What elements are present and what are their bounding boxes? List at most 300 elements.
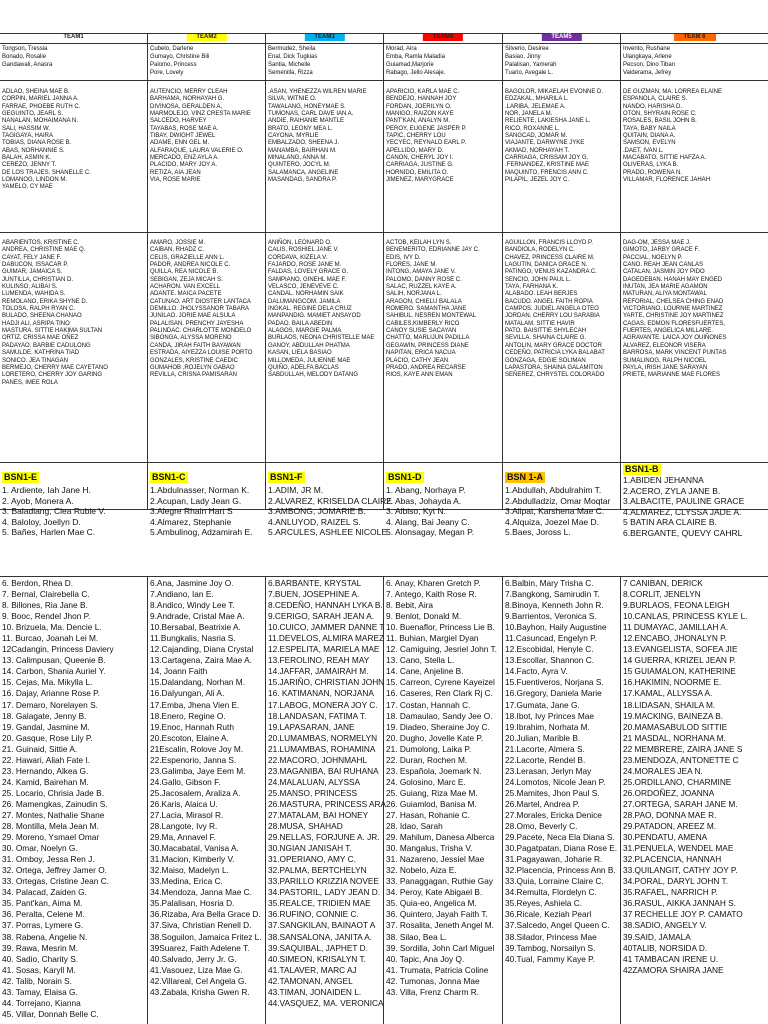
list-line: 31.PENUELA, WENDEL MAE <box>623 843 734 854</box>
list-line: SILVA, WITNIE O. <box>268 96 317 103</box>
list-line: 17. Costan, Hannah C. <box>386 699 471 710</box>
list-line: 20.Escoton, Elaine A. <box>150 732 229 743</box>
list-line: GONZALES, KRISTINE CAEDIC <box>150 357 239 364</box>
list-line: 17.KAMAL, ALLYSSA A. <box>623 688 713 699</box>
list-line: 10.Bayhon, Haily Augustine <box>505 622 607 633</box>
list-line: CORDAVA, KIZELA V. <box>268 254 328 261</box>
list-line: Pore, Lovely <box>150 70 184 76</box>
continuation-column-6 <box>620 577 768 1024</box>
list-line: SANGCAD, JOMAR M. <box>505 133 568 140</box>
list-line: CAIBAN, RHADZ C. <box>150 247 205 254</box>
list-line: 41. Trumata, Patricia Coline <box>386 964 489 975</box>
list-line: 22.MACORO, JOHNMAHL <box>268 754 368 765</box>
list-line: Invento, Rushane <box>623 46 671 52</box>
continuation-column-1 <box>0 577 147 1024</box>
list-line: 31.OPERIANO, AMY C. <box>268 854 356 865</box>
list-line: ESTRADA, AIYEZZA LOUISE PORTO <box>150 350 253 357</box>
list-line: PADOR, ANDREA NICOLE C. <box>150 262 231 269</box>
list-line: 44.VASQUEZ, MA. VERONICA <box>268 997 384 1008</box>
list-line: 15 GUIAMALON, KATHERINE <box>623 666 736 677</box>
list-line: 22. Hawari, Aliah Fate I. <box>2 754 91 765</box>
list-line: 30.Pagatpatan, Diana Rose E. <box>505 843 618 854</box>
list-line: SAMULDE. KATHRINA TIAD <box>2 350 80 357</box>
list-line: 43.TIMAN, JONAIDEN L. <box>268 986 362 997</box>
list-line: BRATO, LEONY MEA L. <box>268 125 333 132</box>
list-line: YECYEC, REYNALD EARL P. <box>386 140 467 147</box>
list-line: EMBALZADO, SHEENA J. <box>268 140 340 147</box>
team-members <box>386 45 500 77</box>
list-line: OLIVERAS, LYKA B. <box>623 162 679 169</box>
list-line: 13. Calimpusan, Queenie B. <box>2 655 106 666</box>
list-line: 21. Guinaid, Sittie A. <box>2 743 78 754</box>
list-line: 26. Mamengkas, Zainudin S. <box>2 798 108 809</box>
list-line: 18. Galagate, Jenny B. <box>2 710 87 721</box>
list-line: 18.LIDASAN, SHAILA M. <box>623 699 716 710</box>
list-line: LAPASTORA, SHAINA GALAMITON <box>505 364 603 371</box>
team-header: TEAM1 <box>53 34 93 41</box>
list-line: 25. Guiang, Riza Mae M. <box>386 787 478 798</box>
list-line: 28. Montilla, Mela Jean M. <box>2 821 99 832</box>
list-line: TIBAY, DWIGHT JEWEL <box>150 133 216 140</box>
list-line: 5. Alonsagay, Megan P. <box>386 527 475 537</box>
team-members <box>2 45 145 69</box>
list-line: 5.Ambulinog, Adzamirah E. <box>150 527 253 537</box>
list-line: ADANTE. MAICA PACETE <box>150 291 222 298</box>
list-line: GONZAGA, EDGIE SOLIMAN <box>505 357 586 364</box>
list-line: ALAGOS, MARGIE PALMA <box>268 328 342 335</box>
list-line: 29.NELLAS, FORJUNE A. JR. <box>268 832 380 843</box>
list-line: 24.MALALUAN, ALYSSA <box>268 776 361 787</box>
list-line: 4.Almarez, Stephanie <box>150 516 232 527</box>
list-line: CELIS, GRAZIELLE ANN L. <box>150 254 225 261</box>
list-line: 12.ESPELITA, MARIELA MAE <box>268 644 380 655</box>
list-line: TOBIAS, DIANA ROSE B. <box>2 140 72 147</box>
list-line: YARTE, CHRISTINE JOY MARTINEZ <box>623 313 724 320</box>
list-line: 8.Binoya, Kenneth John R. <box>505 600 604 611</box>
list-line: 12.Escobidal, Henyle C. <box>505 644 594 655</box>
section-list <box>386 485 500 538</box>
list-line: .DAET, IVAN L. <box>623 147 664 154</box>
list-line: 9.Barrientos, Veronica S. <box>505 611 597 622</box>
list-line: 24.MORALES JEA N. <box>623 765 703 776</box>
team-header: TEAM5 <box>541 34 581 41</box>
list-line: 39. Sordilla, John Carl Miguel <box>386 942 495 953</box>
list-line: 22. Duran, Rochen M. <box>386 754 468 765</box>
list-line: 33. Panaggagan, Ruthie Gay <box>386 876 494 887</box>
list-line: 22 MEMBRERE, ZAIRA JANE S <box>623 743 743 754</box>
student-group-c <box>623 240 766 380</box>
list-line: 7.Andiano, Ian E. <box>150 589 214 600</box>
list-line: TAPIC, CHERRY LOU <box>386 133 446 140</box>
list-line: MINALANG, ANNA M. <box>268 155 328 162</box>
list-line: 37. Porras, Lymere G. <box>2 920 84 931</box>
list-line: MERCADO, ENZ AYLA A. <box>150 155 219 162</box>
team-assignment-table <box>0 33 768 538</box>
list-line: 6. Berdon, Rhea D. <box>2 578 74 588</box>
list-line: INGKAL. REGINE DELA CRUZ <box>268 306 352 313</box>
team-column-6 <box>620 34 768 538</box>
list-line: 25.Mamites, Jhon Paul S. <box>505 787 600 798</box>
list-line: 42.Villareal, Cel Angela G. <box>150 975 247 986</box>
list-line: 31.Macion, Kimberly V. <box>150 854 235 865</box>
team-header: TEAM2 <box>186 34 226 41</box>
list-line: 37.SANGKILAN, BAINAOT A <box>268 920 376 931</box>
list-line: SALI, HASSIM W. <box>2 125 51 132</box>
list-line: 33. Ortegas, Cristine Jean C. <box>2 876 109 887</box>
list-line: 29.Pacete, Neca Ela Diana S. <box>505 832 615 843</box>
list-line: 44. Torrejano, Kianna <box>2 997 81 1008</box>
list-line: SALAMANCA, ANGELINE <box>268 169 339 176</box>
list-line: TAGIGAYA, HAIRA <box>2 133 54 140</box>
list-line: FAJARDO, ROSE JANE M. <box>268 262 342 269</box>
list-line: 21. Dumolong, Laika P. <box>386 743 472 754</box>
list-line: 8.CORLIT, JENELYN <box>623 589 701 600</box>
list-line: 39.SAQUIBAL, JAPHET D. <box>268 942 368 953</box>
list-line: 21.Lacorte, Almera S. <box>505 743 585 754</box>
list-line: 40TALIB, NORSIDA D. <box>623 942 708 953</box>
list-line: 9.CERIGO, SARAH JEAN A. <box>268 611 375 622</box>
list-line: 18.Ibot, Ivy Princes Mae <box>505 710 595 721</box>
student-group-c <box>386 240 500 380</box>
list-line: 2.Abdulladziz, Omar Moqtar <box>505 495 611 506</box>
list-line: 39. Rawa, Mesrin M. <box>2 942 79 953</box>
section-label: BSN1-D <box>388 472 422 482</box>
list-line: Valderama, Jefrey <box>623 70 672 76</box>
list-line: ABARIENTOS, KRISTINE C. <box>2 240 80 246</box>
list-line: DE GUZMAN, MA. LORREA ELAINE <box>623 89 723 95</box>
list-line: .LARIBA, JELEMAE A. <box>505 103 566 110</box>
list-line: PLACIO, CATHY JEAN <box>386 357 449 364</box>
list-line: 5.ARCULES, ASHLEE NICOLE <box>268 527 388 537</box>
list-line: 15.Fuentiveros, Norjana S. <box>505 677 604 688</box>
list-line: 27.ORTEGA, SARAH JANE M. <box>623 798 738 809</box>
list-line: BALAH, ASMIN K. <box>2 155 52 162</box>
list-line: LORETERO, CHERRY JOY GARING <box>2 372 103 379</box>
list-line: SEÑEREZ, CHRYSTEL COLORADO <box>505 372 605 379</box>
list-line: 24. Golosino, Marc E. <box>386 776 466 787</box>
list-line: 18.LANDASAN, FATIMA T. <box>268 710 367 721</box>
continuation-column-3 <box>265 577 387 1024</box>
list-line: 25.MANSO, PRINCESS <box>268 787 357 798</box>
list-line: 10.Bersabal, Beatrixie A. <box>150 622 241 633</box>
list-line: BAGOLOR, MIKAELAH EVONNE D. <box>505 89 604 95</box>
list-line: 25.Jacosalem, Araliza A. <box>150 787 241 798</box>
list-line: BERMEJO, CHERRY MAE CAYETANO <box>2 364 108 371</box>
list-line: 35.Palalisan, Hosria D. <box>150 898 235 909</box>
list-line: MANIGO, RAIZON KAYE <box>386 111 454 118</box>
list-line: 16. KATIMANAN, NORJANA <box>268 688 374 699</box>
section-list <box>268 485 392 538</box>
list-line: 16. Caseres, Ren Clark Rj C. <box>386 688 493 699</box>
team-header: TEAM4 <box>423 34 463 41</box>
list-line: 41.TALAVER, MARC AJ <box>268 964 357 975</box>
list-line: 2.Acupan, Lady Jean G. <box>150 495 242 506</box>
student-group-a <box>2 89 145 192</box>
list-line: 4.ANLUYOD, RAIZEL S. <box>268 516 361 527</box>
list-line: INUTAN, JEA MARIE AGAMON <box>623 284 708 291</box>
list-line: 35.Reyes, Ashiela C. <box>505 898 583 909</box>
list-line: 34. Peroy, Kate Abigael B. <box>386 887 483 898</box>
list-line: DALUMANGCOM. JAMILA <box>268 298 341 305</box>
list-line: 41. Sosas, Karyll M. <box>2 964 76 975</box>
list-line: CANDA, JIRAH FAITH BAYAWAN <box>150 342 241 349</box>
list-line: 23.Lerasan, Jerlyn May <box>505 765 592 776</box>
list-line: 3.Alegre Rhain Hart S <box>150 506 233 516</box>
list-line: PACCIAL, NOELYN P. <box>623 254 683 261</box>
list-line: 23. Española, Joemark N. <box>386 765 482 776</box>
list-line: MASANDAG, SANDRA P. <box>268 177 337 184</box>
list-line: 31. Nazareno, Jessiel Mae <box>386 854 485 865</box>
list-line: CAYONA, MYRLIE <box>268 133 319 140</box>
list-line: NANDO, HARISHA D. <box>623 103 683 110</box>
list-line: DABUCON, ISSACAR P. <box>2 262 69 269</box>
list-line: 40.SIMEON, KRISALYN T. <box>268 953 366 964</box>
list-line: 34.PASTORIL, LADY JEAN D. <box>268 887 381 898</box>
list-line: SAMPIANO, GINEHL MAE F. <box>268 276 347 283</box>
list-line: 10.CUICO, JAMMER DANNE T <box>268 622 385 633</box>
list-line: LUMENDA, WAHIDA S. <box>2 291 66 298</box>
list-line: VICTORIANO, LOURNIE MARTINEZ <box>623 306 723 313</box>
list-line: MACABATO, SITTIE HAFZA A. <box>623 155 707 162</box>
list-line: PRIETE, MARIANNE MAE FLORES <box>623 372 721 379</box>
list-line: 24.Gallo, Gibson F. <box>150 776 221 787</box>
list-line: 15.JARIÑO, CHRISTIAN JOHN <box>268 677 385 688</box>
list-line: 7. Antego, Kaith Rose R. <box>386 589 477 600</box>
list-line: ESPANOLA, CLAIRE S. <box>623 96 688 103</box>
list-line: 26.MASTURA, PRINCESS ARA <box>268 798 387 809</box>
list-line: 11.Bungkalis, Nasria S. <box>150 633 236 644</box>
list-line: 12. Camiguing, Jesriel John T. <box>386 644 497 655</box>
continuation-column-5 <box>502 577 620 1024</box>
list-line: Enal, Dick Tugkias <box>268 54 318 60</box>
list-line: MASTURA. SITTIE HAKIMA SULTAN <box>2 328 103 335</box>
list-line: Emba, Ramla Maladia <box>386 54 446 60</box>
list-line: 42. Talib, Norain S. <box>2 975 72 986</box>
list-line: 14.JAFFAR, JAMAIRAH M. <box>268 666 369 677</box>
list-line: 9.Andrade, Cristal Mae A. <box>150 611 245 622</box>
list-line: 17.Gumata, Jane G. <box>505 699 580 710</box>
list-line: 36.Ricale, Keziah Pearl <box>505 909 592 920</box>
list-line: FARRAE, PHOEBE RUTH C. <box>2 103 81 110</box>
list-line: 24. Kamid, Bairehan M. <box>2 776 89 787</box>
list-line: JIMENEZ, MARYGRACE <box>386 177 454 184</box>
list-line: MARMOLEJO, VINZ CRESTA MARIE <box>150 111 251 118</box>
list-line: CHAVEZ, PRINCESS CLAIRE M. <box>505 254 595 261</box>
list-line: 2. Ayob, Monera A. <box>2 495 74 506</box>
continuation-column-4 <box>383 577 502 1024</box>
list-line: 19.LAPASARAN, JANE <box>268 721 355 732</box>
list-line: JUNTILLA, CHRISTIAN D. <box>2 276 74 283</box>
list-line: 40.Tual, Fammy Kaye P. <box>505 953 595 964</box>
list-line: 19.Enoc, Hannah Ruth <box>150 721 234 732</box>
list-line: 39Suarez, Faith Adelene T. <box>150 942 250 953</box>
list-line: 31.Pagayawan, Joharie R. <box>505 854 603 865</box>
list-line: 20.Julian, Marible B. <box>505 732 581 743</box>
list-line: 33.QUILANGIT, CATHY JOY P. <box>623 865 738 876</box>
list-line: 42. Tumonas, Jonna Mae <box>386 975 480 986</box>
list-line: CEREZO, JENNY T. <box>2 162 57 169</box>
list-line: .ASAN, YHENEZZA WILREN MARIE <box>268 89 367 95</box>
list-line: PANT'KAN, ANALYN M. <box>386 118 450 125</box>
list-line: 6.BERGANTE, QUEVY CAHRL <box>623 527 743 538</box>
list-line: CARRIAGA, JUSTINE G. <box>386 162 454 169</box>
list-line: SENCIO, JOHN PAUL L. <box>505 276 572 283</box>
list-line: CAGAS, EDMON FLORESFUERTES, <box>623 320 725 327</box>
list-line: 41 TAMBACAN IRENE U. <box>623 953 719 964</box>
list-line: BACUDO. ANGEL FAITH ROPIA <box>505 298 593 305</box>
list-line: 3.AMBONG, JOMARIE B. <box>268 506 366 516</box>
list-line: 43.Zabala, Krisha Gwen R. <box>150 986 250 997</box>
list-line: CANON, CHERYL JOY I. <box>386 155 454 162</box>
list-line: BULADO, SHEENA CHANAO <box>2 313 82 320</box>
list-line: 12Cadangin, Princess Daviery <box>2 644 114 655</box>
list-line: GEGAWIN, PRINCESS DIANE <box>386 342 469 349</box>
list-line: 30.Macabatal, Vanisa A. <box>150 843 239 854</box>
list-line: 40. Tapic, Ana Joy Q. <box>386 953 465 964</box>
section-label: BSN1-E <box>4 472 38 482</box>
list-line: 28. Idao, Sarah <box>386 821 443 832</box>
list-line: DE LOS TRAJES, SHANELLE C. <box>2 169 91 176</box>
list-line: 26.Karis, Alaica U. <box>150 798 218 809</box>
list-line: 17.LABOG, MONERA JOY C. <box>268 699 378 710</box>
list-line: 18. Damaulao, Sandy Jee O. <box>386 710 493 721</box>
section-label: BSN 1-A <box>507 472 544 482</box>
list-line: GEGUINTO, JEARL S. <box>2 111 64 118</box>
list-line: MANAMBA, BAIRHAN M. <box>268 147 337 154</box>
list-line: ALFARAQUE, LAURA VALERIE O. <box>150 147 244 154</box>
list-line: PALINDAC. CHARLOTTE MONDELO <box>150 328 252 335</box>
list-line: MAQUINTO, FRENCIS ANN C. <box>505 169 589 176</box>
list-line: SUMALINOG, RALPH NICOEL <box>623 357 707 364</box>
list-line: 33.PARILLO KRIZZIA NOVEE <box>268 876 379 887</box>
list-line: 29. Moreno, Ysmael Omar <box>2 832 100 843</box>
list-line: 32. Nobelo, Aiza E. <box>386 865 457 876</box>
list-line: SEVILLA. SHAINA CLAIRE G. <box>505 335 587 342</box>
list-line: 28.MUSA, SHAHAD <box>268 821 343 832</box>
list-line: 1.Abdulnasser, Norman K. <box>150 485 250 495</box>
list-line: 29.PATADON, AREEZ M. <box>623 821 717 832</box>
list-line: 38. Silao, Bea L. <box>386 931 447 942</box>
team-header: TEAM3 <box>304 34 344 41</box>
student-group-a <box>386 89 500 184</box>
list-line: 25.ORDILLANO, CHARMINE <box>623 776 732 787</box>
list-line: 5 BATIN ARA CLAIRE B. <box>623 517 717 527</box>
list-line: PRADO, ANDREA RECARSE <box>386 364 466 371</box>
list-line: RETIZA, AIA JEAN <box>150 169 201 176</box>
list-line: 22.Espenorio, Janna S. <box>150 754 237 765</box>
list-line: 1. Abang, Norhaya P. <box>386 485 466 495</box>
list-line: EDIS, IVY D. <box>386 254 421 261</box>
list-line: 6.Ana, Jasmine Joy O. <box>150 578 234 588</box>
list-line: 8. Billones, Ria Jane B. <box>2 600 88 611</box>
list-line: 20. Dugho, Jovelle Kate P. <box>386 732 484 743</box>
list-line: GANOY, ABDULLAH PHATMA <box>268 342 350 349</box>
list-line: ADAME, ENN GEL M. <box>150 140 210 147</box>
list-line: 9.BURLAOS, FEONA LEIGH <box>623 600 730 611</box>
list-line: BURLAOS, NEONA CHRISTELLE MAE <box>268 335 375 342</box>
list-line: Basiao, Jinny <box>505 54 541 60</box>
list-line: Cubelo, Darlene <box>150 46 194 52</box>
list-line: 23.Galimba, Jaye Eem M. <box>150 765 246 776</box>
list-line: 28.Omo, Beverly C. <box>505 821 578 832</box>
list-line: 36. Quintero, Jayah Faith T. <box>386 909 488 920</box>
list-line: 39.SAID, JAMALA <box>623 931 691 942</box>
list-line: REVILLA, CRISNA PAMISARAN <box>150 372 237 379</box>
list-line: CORPIN, MARIEL JANNA A. <box>2 96 79 103</box>
list-line: 32.PLACENCIA, HANNAH <box>623 854 722 865</box>
list-line: 14 GUERRA, KRIZEL JEAN P. <box>623 655 736 666</box>
list-line: 12.ENCABO, JHONALYN P. <box>623 633 727 644</box>
list-line: 8. Bebit, Aira <box>386 600 434 611</box>
list-line: ANDREA, CHRISTINE MAE Q. <box>2 247 86 254</box>
list-line: CAYAT, FELY JANE F. <box>2 254 62 261</box>
list-line: CALIS, ROSHIEL JANE V. <box>268 247 339 254</box>
list-line: 36.Rizaba, Ara Bella Grace D. <box>150 909 261 920</box>
list-line: RIOS, KAYE ANN EMAN <box>386 372 453 379</box>
list-line: 30. Omar, Noelyn G. <box>2 843 78 854</box>
list-line: JUNILAO. JORIE MAE ALSULA <box>150 313 236 320</box>
continuation-column-2 <box>147 577 265 1024</box>
list-line: KASAN, LIELA BASIAO <box>268 350 332 357</box>
list-line: PRADO, ROWENA N. <box>623 169 683 176</box>
list-line: DEMILLO. JHOLYSSANOR TABARA <box>150 306 250 313</box>
list-line: 17.Emba, Jhena Vien E. <box>150 699 240 710</box>
list-line: 21 MASDAL, NORHANA M. <box>623 732 726 743</box>
list-line: Guiamad,Marjorie <box>386 62 434 68</box>
list-line: AUTENCIO, MERRY CLEAH <box>150 89 228 95</box>
list-line: 37 RECHELLE JOY P. CAMATO <box>623 909 743 920</box>
list-line: 18.Enero, Regine O. <box>150 710 226 721</box>
list-line: 37. Rosalita, Jeneth Angel M. <box>386 920 494 931</box>
list-line: ORTIZ. CRISSA MAE OÑEZ <box>2 335 79 342</box>
student-group-c <box>2 240 145 387</box>
list-line: 16.Gregory, Daniela Marie <box>505 688 602 699</box>
team-column-5 <box>502 34 620 537</box>
list-line: 6.BARBANTE, KRYSTAL <box>268 578 362 588</box>
list-line: SALCEDO, HARVEY <box>150 118 207 125</box>
list-line: QUIÑO, ADELFA BACLAS <box>268 364 339 371</box>
list-line: Palomo, Princess <box>150 62 197 68</box>
list-line: VIAJANTE, DARWYNE JYKE <box>505 140 585 147</box>
list-line: 11 DUMAYAC, JAMILLAH A. <box>623 622 729 633</box>
list-line: 27.MATALAM, BAI HONEY <box>268 809 369 820</box>
list-line: ANDIE, RAIHANIE MANTLE <box>268 118 345 125</box>
list-line: 35.REALCE, TRIDIEN MAE <box>268 898 371 909</box>
list-line: NAPITAN, ERICA NACUA <box>386 350 456 357</box>
list-line: 27.Lacia, Mirasol R. <box>150 809 224 820</box>
list-line: 30.NGIAN JANISAH T. <box>268 843 352 854</box>
list-line: RELIENTE, LAKIESHA JANE L. <box>505 118 591 125</box>
list-line: 26.ORDOÑEZ, JOANNA <box>623 787 715 798</box>
list-line: 27.Morales, Ericka Denice <box>505 809 602 820</box>
list-line: 11. Burcao, Joanah Lei M. <box>2 633 99 644</box>
list-line: BARHAMA, NORHAYAH G. <box>150 96 225 103</box>
list-line: 29.Ma, Annavel F. <box>150 832 216 843</box>
list-line: MATALAM. SITTIE HAVIR <box>505 320 575 327</box>
list-line: REFORIAL, CHELSEA CHING ENAD <box>623 298 724 305</box>
team-member: Gandawali, Anasra <box>2 62 53 68</box>
list-line: SAHIBUL. NESREN MONTEWAL <box>386 313 477 320</box>
list-line: 29. Mahilum, Danesa Alberca <box>386 832 495 843</box>
list-line: 7.BUEN, JOSEPHINE A. <box>268 589 360 600</box>
list-line: 38.Silador, Princess Mae <box>505 931 597 942</box>
list-line: SALAC, RUZZEL KAYE A. <box>386 284 457 291</box>
team-members <box>505 45 618 77</box>
list-line: 26. Guiamlod, Banisa M. <box>386 798 477 809</box>
list-line: PALALISAN. PRENCHY JAYESHA <box>150 320 244 327</box>
list-line: APELLIDO, MARY D. <box>386 147 444 154</box>
list-line: 38.SADIO, ANGELY V. <box>623 920 707 931</box>
